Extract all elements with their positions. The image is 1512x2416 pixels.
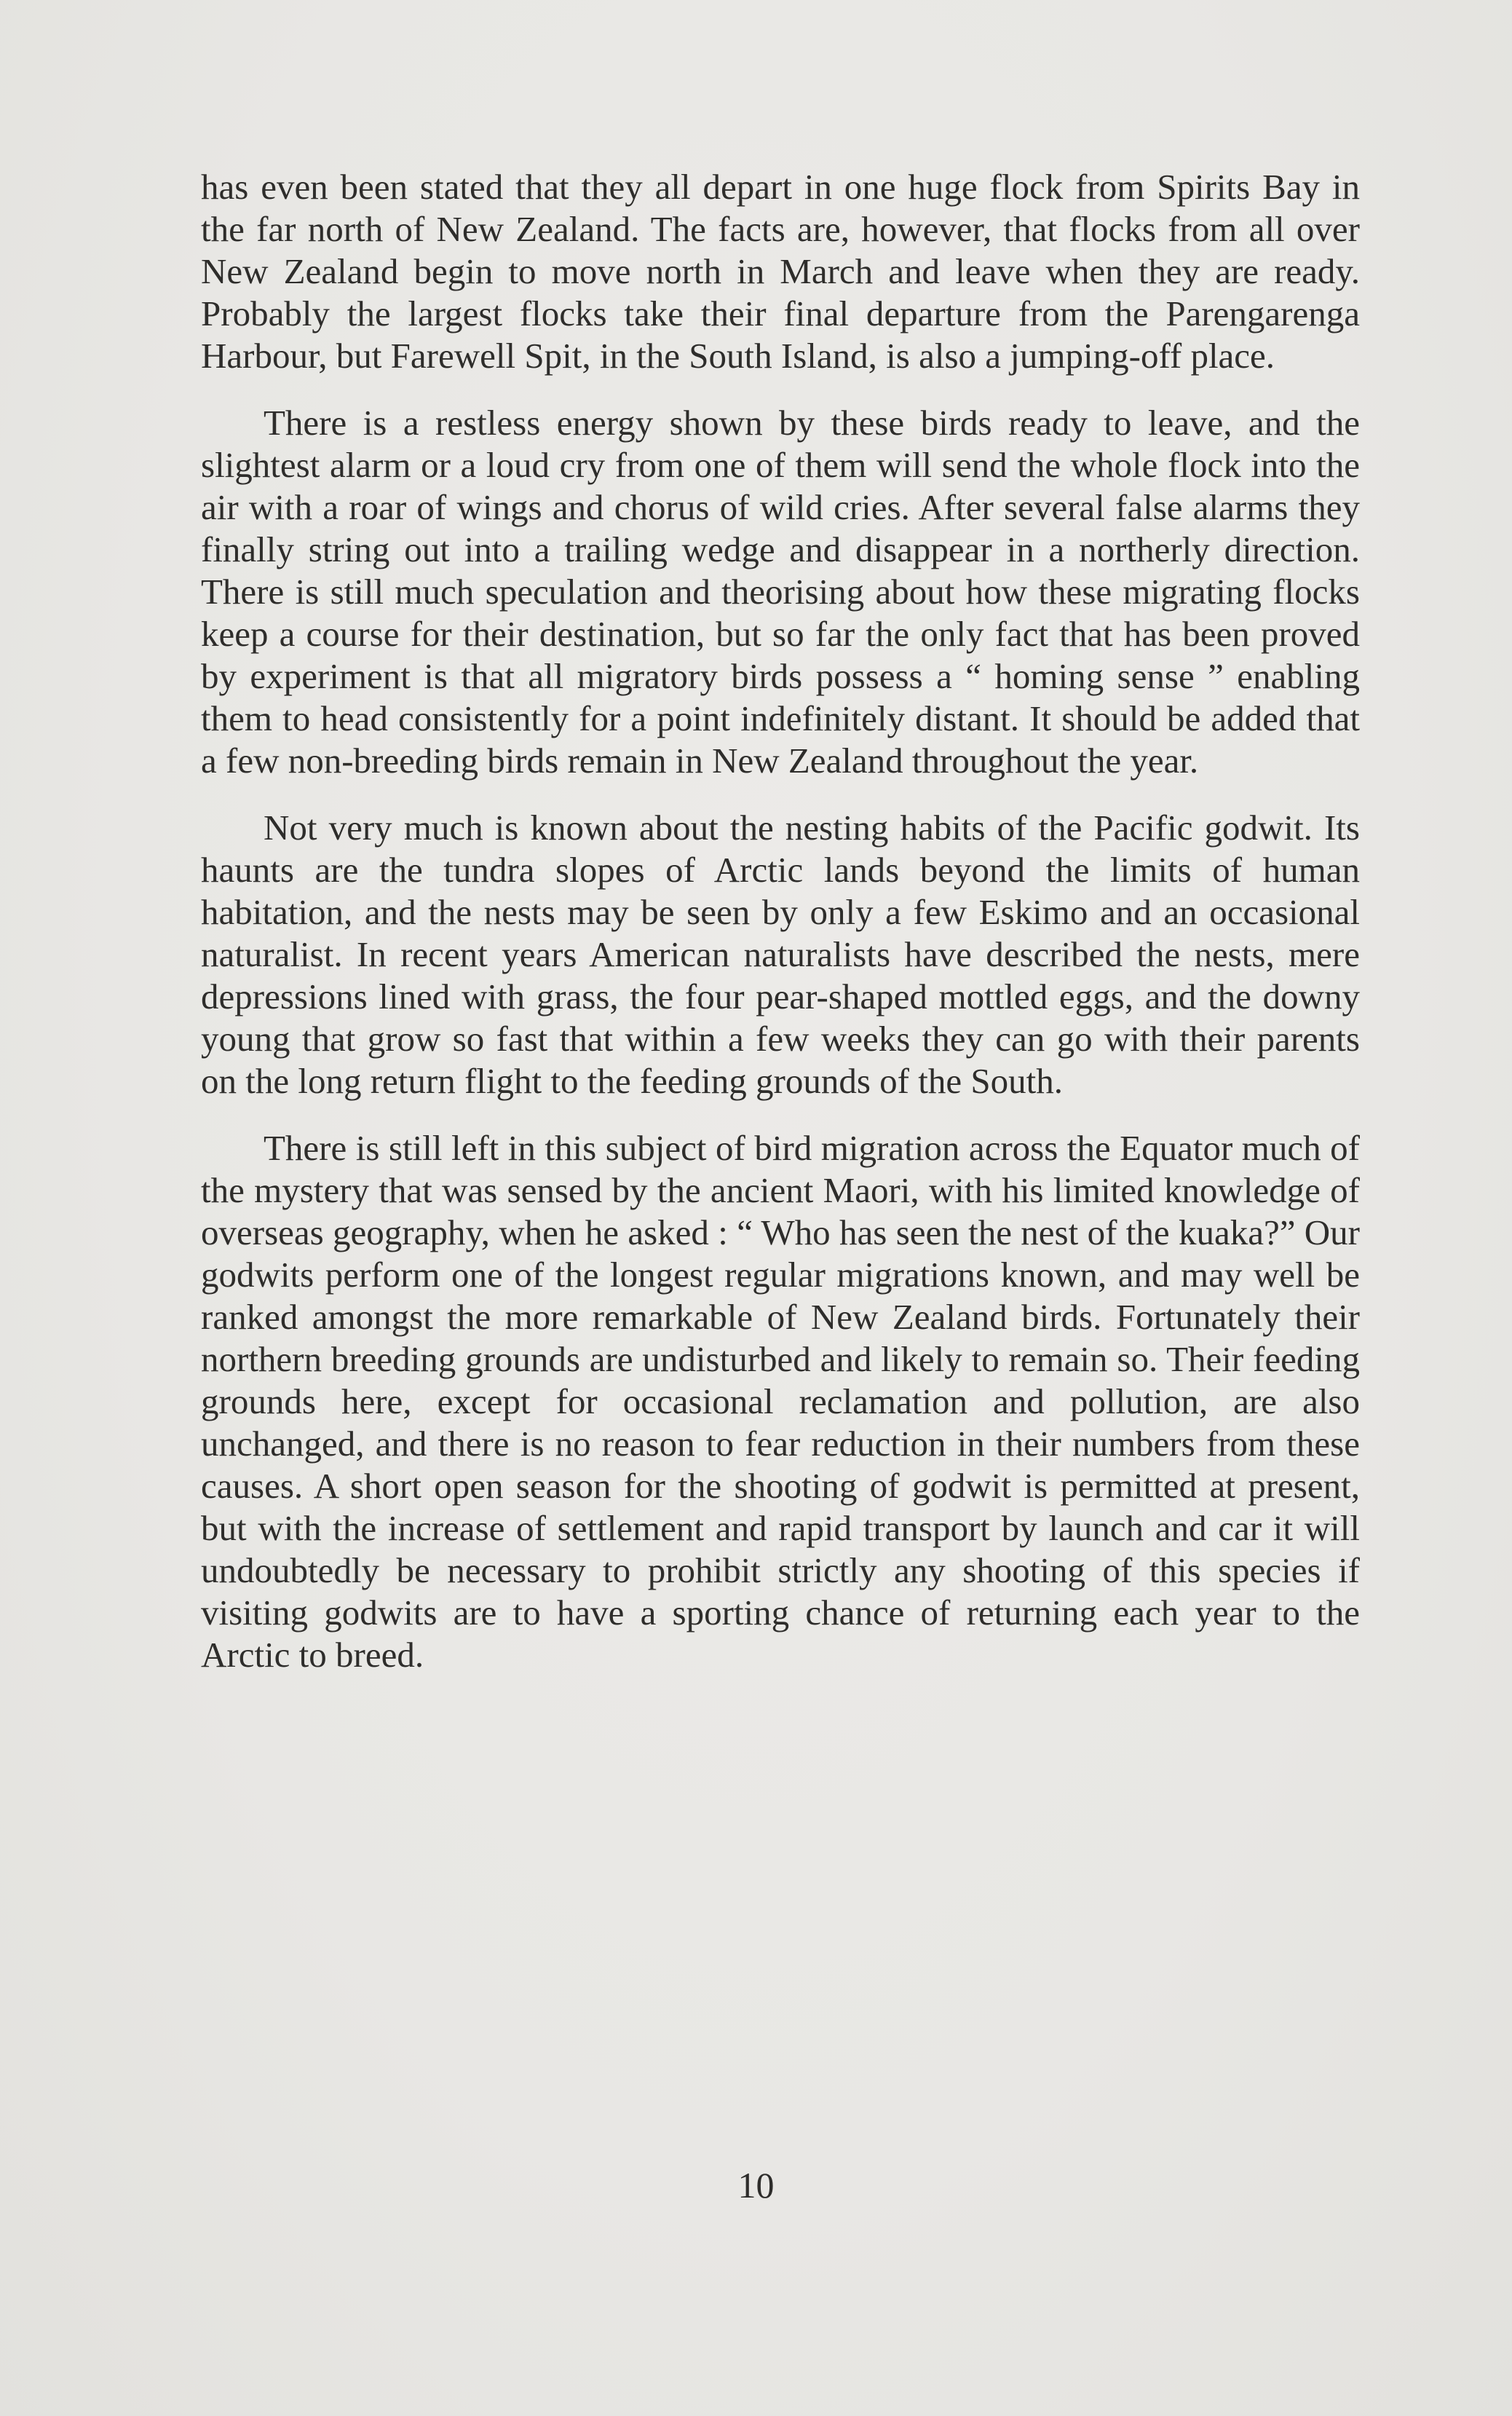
page-number: 10 — [737, 2165, 775, 2206]
paragraph-restless-energy: There is a restless energy shown by these birds ready to leave, and the slightest alarm or a loud cry from one of them will send the whole flock into the air with a roar of wings and chorus of wild cries. After several false alarms they finally string out into a trailing wedge and disappear in a northerly direction. There is still much speculation and theorising about how these migrating flocks keep a course for their destination, but so far the only fact that has been proved by experiment is that all migratory birds possess a “ homing sense ” enabling them to head consistently for a point indefinitely distant. It should be added that a few non-breeding birds remain in New Zealand throughout the year. — [201, 403, 1360, 781]
paragraph-nesting-habits: Not very much is known about the nesting habits of the Pacific godwit. Its haunts are the tundra slopes of Arctic lands beyond the limits of human habitation, and the nests may be seen by only a few Eskimo and an occasional naturalist. In recent years American naturalists have described the nests, mere depressions lined with grass, the four pear-shaped mottled eggs, and the downy young that grow so fast that within a few weeks they can go with their parents on the long return flight to the feeding grounds of the South. — [201, 808, 1360, 1101]
paragraph-continued: has even been stated that they all depart in one huge flock from Spirits Bay in the far north of New Zealand. The facts are, however, that flocks from all over New Zealand begin to move north in March and leave when they are ready. Probably the largest flocks take their final departure from the Parengarenga Harbour, but Farewell Spit, in the South Island, is also a jumping-off place. — [201, 167, 1360, 376]
body-text — [201, 166, 1360, 1676]
paragraph-migration-mystery: There is still left in this subject of bird migration across the Equator much of the mystery that was sensed by the ancient Maori, with his limited knowledge of overseas geography, when he asked : “ Who has seen the nest of the kuaka?” Our godwits perform one of the longest regular migrations known, and may well be ranked amongst the more remarkable of New Zealand birds. Fortunately their northern breeding grounds are undisturbed and likely to remain so. Their feeding grounds here, except for occasional reclamation and pollution, are also unchanged, and there is no reason to fear reduction in their numbers from these causes. A short open season for the shooting of godwit is permitted at present, but with the increase of settlement and rapid transport by launch and car it will undoubtedly be necessary to prohibit strictly any shooting of this species if visiting godwits are to have a sporting chance of returning each year to the Arctic to breed. — [201, 1128, 1360, 1675]
